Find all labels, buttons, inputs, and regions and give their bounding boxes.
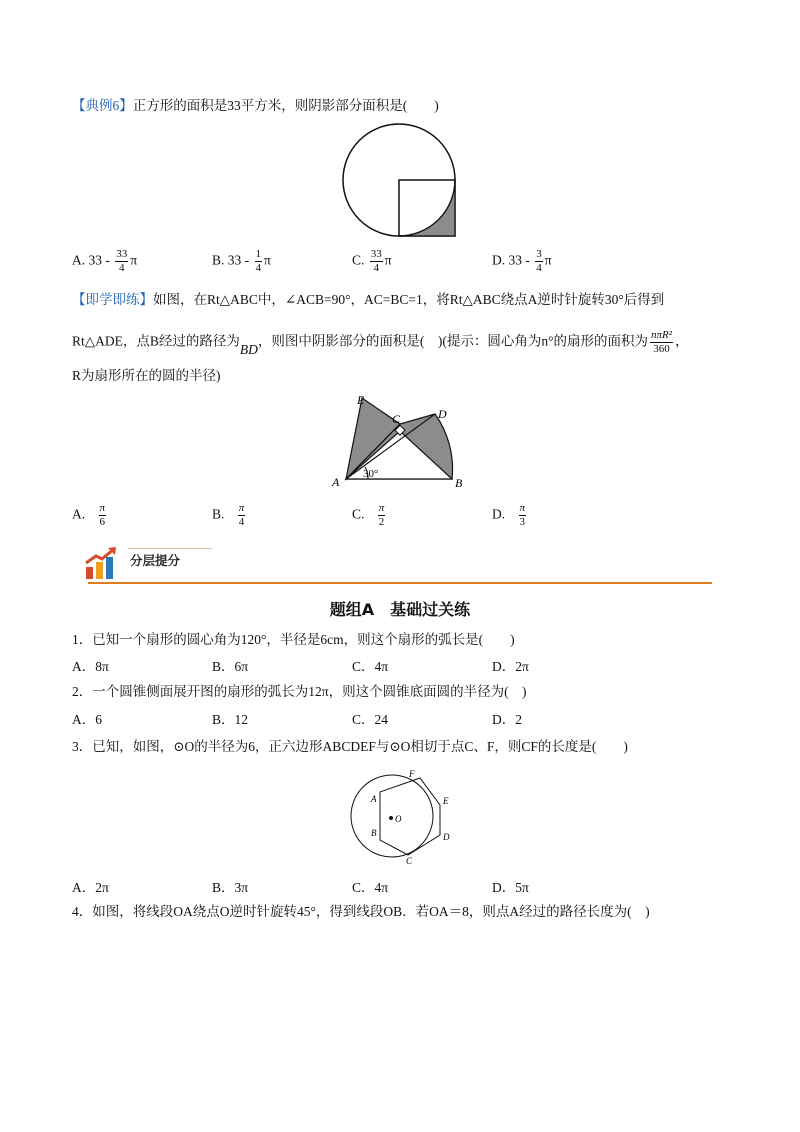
example6-text: 正方形的面积是33平方米，则阴影部分面积是( ) — [132, 98, 439, 113]
label-d: D — [443, 832, 450, 842]
example6-tag: 【典例6】 — [72, 98, 133, 113]
fraction-numerator: 1 — [255, 248, 262, 260]
q2-option-c[interactable]: C．24 — [352, 712, 389, 727]
practice-line2c: ， — [675, 333, 689, 349]
icon-bar-1 — [86, 567, 93, 579]
label-e: E — [443, 796, 449, 806]
example6-option-d[interactable] — [492, 248, 552, 275]
practice-line3: R为扇形所在的圆的半径) — [72, 368, 221, 383]
option-fraction — [370, 248, 383, 275]
fraction-denominator: 4 — [536, 262, 542, 274]
option-letter: D. — [492, 252, 506, 268]
label-d: D — [438, 407, 447, 421]
option-fraction — [378, 502, 386, 529]
option-suffix: π — [384, 252, 392, 268]
option-prefix: 33 - — [227, 252, 250, 268]
formula-denominator: 360 — [653, 343, 670, 355]
example6-option-b[interactable] — [212, 248, 271, 275]
practice-question-line1 — [72, 291, 664, 309]
fraction-numerator: π — [519, 502, 526, 514]
fraction-numerator: π — [378, 502, 385, 514]
example6-question — [72, 97, 439, 115]
q3-option-d[interactable]: D．5π — [492, 880, 529, 895]
label-b: B — [455, 476, 463, 490]
arc-bd-label: BD — [239, 341, 258, 357]
fraction-numerator: 33 — [370, 248, 382, 260]
section-divider — [88, 582, 712, 584]
option-fraction — [99, 502, 107, 529]
q1-option-c[interactable]: C．4π — [352, 659, 389, 674]
fraction-denominator: 4 — [119, 262, 125, 274]
fraction-numerator: π — [238, 502, 245, 514]
option-prefix: 33 - — [508, 252, 530, 268]
q1-text: 1．已知一个扇形的圆心角为120°，半径是6cm，则这个扇形的弧长是( ) — [72, 632, 515, 647]
label-a: A — [371, 794, 377, 804]
option-letter: D. — [492, 506, 506, 522]
layer-section-label: 分层提分 — [130, 553, 181, 568]
q3-option-c[interactable]: C．4π — [352, 880, 389, 895]
option-letter: C. — [352, 252, 365, 268]
label-o: O — [395, 814, 402, 824]
q2-option-d[interactable]: D．2 — [492, 712, 522, 727]
label-c: C — [406, 856, 413, 865]
example6-option-a[interactable] — [72, 248, 137, 275]
practice-option-d[interactable] — [492, 502, 528, 529]
practice-line2b: ，则图中阴影部分的面积是( )(提示：圆心角为n°的扇形的面积为 — [257, 333, 649, 349]
fraction-numerator: π — [99, 502, 106, 514]
practice-option-a[interactable] — [72, 502, 108, 529]
practice-line2a: Rt△ADE，点B经过的路径为 — [72, 333, 240, 349]
label-f: F — [409, 770, 415, 779]
hexagon-abcdef — [380, 778, 440, 855]
section-underline — [128, 548, 212, 549]
practice-line1: 如图，在Rt△ABC中，∠ACB=90°，AC=BC=1，将Rt△ABC绕点A逆时针旋转30°后得到 — [153, 292, 665, 307]
example6-option-c[interactable] — [352, 248, 392, 275]
rotation-triangle-figure — [328, 386, 478, 490]
fraction-denominator: 4 — [255, 262, 262, 274]
option-fraction — [115, 248, 128, 275]
option-fraction — [255, 248, 263, 275]
fraction-denominator: 6 — [99, 516, 106, 528]
q1-option-d[interactable]: D．2π — [492, 659, 529, 674]
option-letter: A. — [72, 252, 86, 268]
sector-area-formula — [650, 329, 673, 356]
q2-text: 2．一个圆锥侧面展开图的扇形的弧长为12π，则这个圆锥底面圆的半径为( ) — [72, 684, 527, 699]
label-b: B — [371, 828, 377, 838]
practice-option-c[interactable] — [352, 502, 387, 529]
q1-option-a[interactable]: A．8π — [72, 659, 109, 674]
label-c: C — [392, 412, 401, 426]
option-letter: B. — [212, 506, 225, 522]
q3-text: 3．已知，如图，⊙O的半径为6，正六边形ABCDEF与⊙O相切于点C、F，则CF的长度是( ) — [72, 739, 628, 754]
q4-text: 4．如图，将线段OA绕点O逆时针旋转45°，得到线段OB．若OA＝8，则点A经过的路径长度为( ) — [72, 904, 650, 919]
practice-tag: 【即学即练】 — [72, 292, 153, 307]
option-suffix: π — [130, 252, 138, 268]
fraction-numerator: 3 — [536, 248, 542, 260]
q2-option-b[interactable]: B．12 — [212, 712, 249, 727]
option-fraction — [519, 502, 527, 529]
option-fraction — [535, 248, 543, 275]
icon-bar-2 — [96, 562, 103, 579]
fraction-denominator: 2 — [378, 516, 385, 528]
option-suffix: π — [544, 252, 552, 268]
fraction-denominator: 3 — [519, 516, 525, 528]
label-a: A — [332, 475, 340, 489]
growth-chart-icon — [84, 545, 124, 581]
q3-option-b[interactable]: B．3π — [212, 880, 249, 895]
group-title: 题组A 基础过关练 — [329, 600, 471, 619]
option-prefix: 33 - — [88, 252, 110, 268]
option-letter: C. — [352, 506, 365, 522]
q1-option-b[interactable]: B．6π — [212, 659, 249, 674]
option-fraction — [238, 502, 246, 529]
option-letter: B. — [212, 252, 225, 268]
label-angle-30: 30° — [363, 468, 379, 480]
label-e: E — [357, 393, 365, 407]
fraction-denominator: 4 — [238, 516, 245, 528]
q3-option-a[interactable]: A．2π — [72, 880, 109, 895]
fraction-denominator: 4 — [373, 262, 380, 274]
center-dot — [389, 816, 393, 820]
practice-question-line2 — [72, 329, 689, 356]
icon-bar-3 — [106, 557, 113, 579]
option-letter: A. — [72, 506, 86, 522]
option-suffix: π — [264, 252, 271, 268]
hexagon-circle-figure — [340, 770, 465, 865]
formula-numerator: nπR² — [651, 329, 673, 341]
fraction-numerator: 33 — [116, 248, 128, 260]
practice-option-b[interactable] — [212, 502, 247, 529]
circle-square-figure — [340, 122, 470, 240]
q2-option-a[interactable]: A．6 — [72, 712, 102, 727]
practice-question-line3 — [72, 367, 221, 385]
